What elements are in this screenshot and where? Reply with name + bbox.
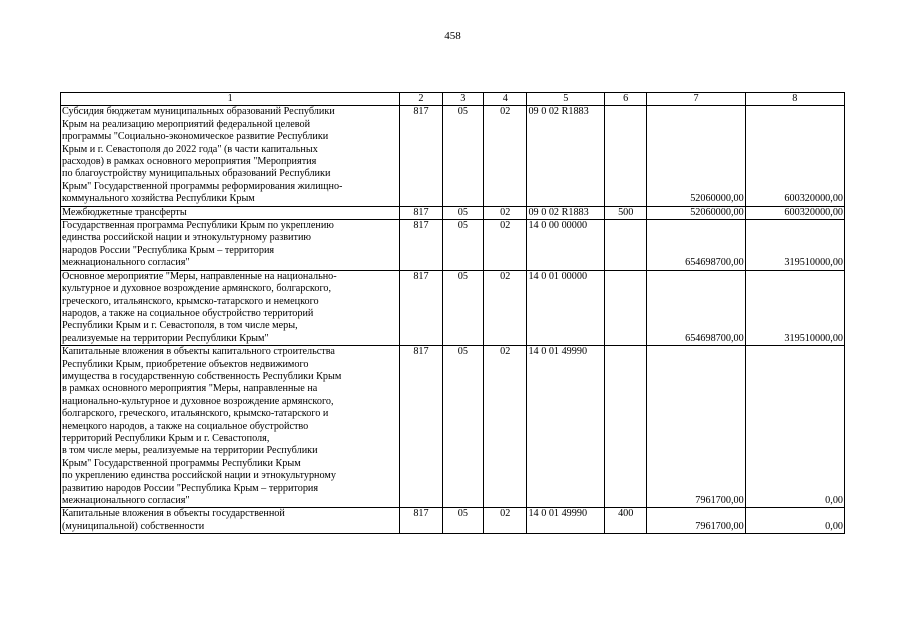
column-header: 5 <box>527 93 605 106</box>
cell-amount-year2: 319510000,00 <box>745 220 844 271</box>
cell-section: 05 <box>442 206 483 219</box>
row-description: Государственная программа Республики Крым по укреплению единства российской нации и этнокультурному развитию народов России "Республика Крым – территория межнационального согласия" <box>61 220 400 271</box>
cell-amount-year1: 52060000,00 <box>647 206 745 219</box>
cell-section: 05 <box>442 270 483 345</box>
row-description: Основное мероприятие "Меры, направленные на национально- культурное и духовное возрождение армянского, болгарского, греческого, итальянского, крымско-татарского и немецкого народов, а также на социальное обустройство территорий Республики Крым и г. Севастополя, в том числе меры, реализуемые на территории Республики Крым" <box>61 270 400 345</box>
column-header: 2 <box>400 93 442 106</box>
cell-ministry-code: 817 <box>400 220 442 271</box>
page-number: 458 <box>444 30 461 42</box>
cell-section: 05 <box>442 346 483 508</box>
cell-subsection: 02 <box>484 206 527 219</box>
cell-ministry-code: 817 <box>400 508 442 534</box>
row-description: Межбюджетные трансферты <box>61 206 400 219</box>
column-header: 7 <box>647 93 745 106</box>
cell-amount-year2: 0,00 <box>745 508 844 534</box>
cell-amount-year1: 7961700,00 <box>647 508 745 534</box>
cell-subsection: 02 <box>484 346 527 508</box>
cell-target-article: 09 0 02 R1883 <box>527 106 605 206</box>
cell-target-article: 14 0 00 00000 <box>527 220 605 271</box>
row-description: Субсидия бюджетам муниципальных образований Республики Крым на реализацию мероприятий федеральной целевой программы "Социально-экономическое развитие Республики Крым и г. Севастополя до 2022 года" (в части капитальных расходов) в рамках основного мероприятия "Мероприятия по благоустройству муниципальных образований Республики Крым" Государственной программы реформирования жилищно- коммунального хозяйства Республики Крым <box>61 106 400 206</box>
table-row <box>61 346 845 508</box>
column-header: 1 <box>61 93 400 106</box>
cell-target-article: 14 0 01 00000 <box>527 270 605 345</box>
cell-ministry-code: 817 <box>400 106 442 206</box>
column-header: 4 <box>484 93 527 106</box>
cell-subsection: 02 <box>484 270 527 345</box>
cell-amount-year1: 654698700,00 <box>647 270 745 345</box>
cell-ministry-code: 817 <box>400 270 442 345</box>
table-row <box>61 106 845 206</box>
table-row <box>61 508 845 534</box>
column-header: 8 <box>745 93 844 106</box>
column-header: 3 <box>442 93 483 106</box>
cell-target-article: 09 0 02 R1883 <box>527 206 605 219</box>
cell-amount-year2: 600320000,00 <box>745 106 844 206</box>
cell-target-article: 14 0 01 49990 <box>527 346 605 508</box>
cell-expense-type: 500 <box>605 206 647 219</box>
cell-ministry-code: 817 <box>400 206 442 219</box>
cell-target-article: 14 0 01 49990 <box>527 508 605 534</box>
table-header-row <box>61 93 845 106</box>
cell-subsection: 02 <box>484 220 527 271</box>
cell-amount-year1: 52060000,00 <box>647 106 745 206</box>
cell-subsection: 02 <box>484 508 527 534</box>
cell-expense-type <box>605 270 647 345</box>
cell-amount-year1: 654698700,00 <box>647 220 745 271</box>
row-description: Капитальные вложения в объекты капитального строительства Республики Крым, приобретение объектов недвижимого имущества в государственную собственность Республики Крым в рамках основного мероприятия "Меры, направленные на национально-культурное и духовное возрождение армянского, болгарского, греческого, итальянского, крымско-татарского и немецкого народов, а также на социальное обустройство территорий Республики Крым и г. Севастополя, в том числе меры, реализуемые на территории Республики Крым" Государственной программы Республики Крым по укреплению единства российской нации и этнокультурному развитию народов России "Республика Крым – территория межнационального согласия" <box>61 346 400 508</box>
cell-section: 05 <box>442 220 483 271</box>
cell-subsection: 02 <box>484 106 527 206</box>
budget-table <box>60 92 845 534</box>
row-description: Капитальные вложения в объекты государственной (муниципальной) собственности <box>61 508 400 534</box>
table-row <box>61 270 845 345</box>
cell-section: 05 <box>442 106 483 206</box>
cell-expense-type <box>605 220 647 271</box>
table-row <box>61 220 845 271</box>
cell-expense-type <box>605 106 647 206</box>
cell-ministry-code: 817 <box>400 346 442 508</box>
cell-amount-year2: 319510000,00 <box>745 270 844 345</box>
cell-amount-year1: 7961700,00 <box>647 346 745 508</box>
cell-amount-year2: 0,00 <box>745 346 844 508</box>
cell-section: 05 <box>442 508 483 534</box>
column-header: 6 <box>605 93 647 106</box>
cell-amount-year2: 600320000,00 <box>745 206 844 219</box>
cell-expense-type: 400 <box>605 508 647 534</box>
cell-expense-type <box>605 346 647 508</box>
table-row <box>61 206 845 219</box>
